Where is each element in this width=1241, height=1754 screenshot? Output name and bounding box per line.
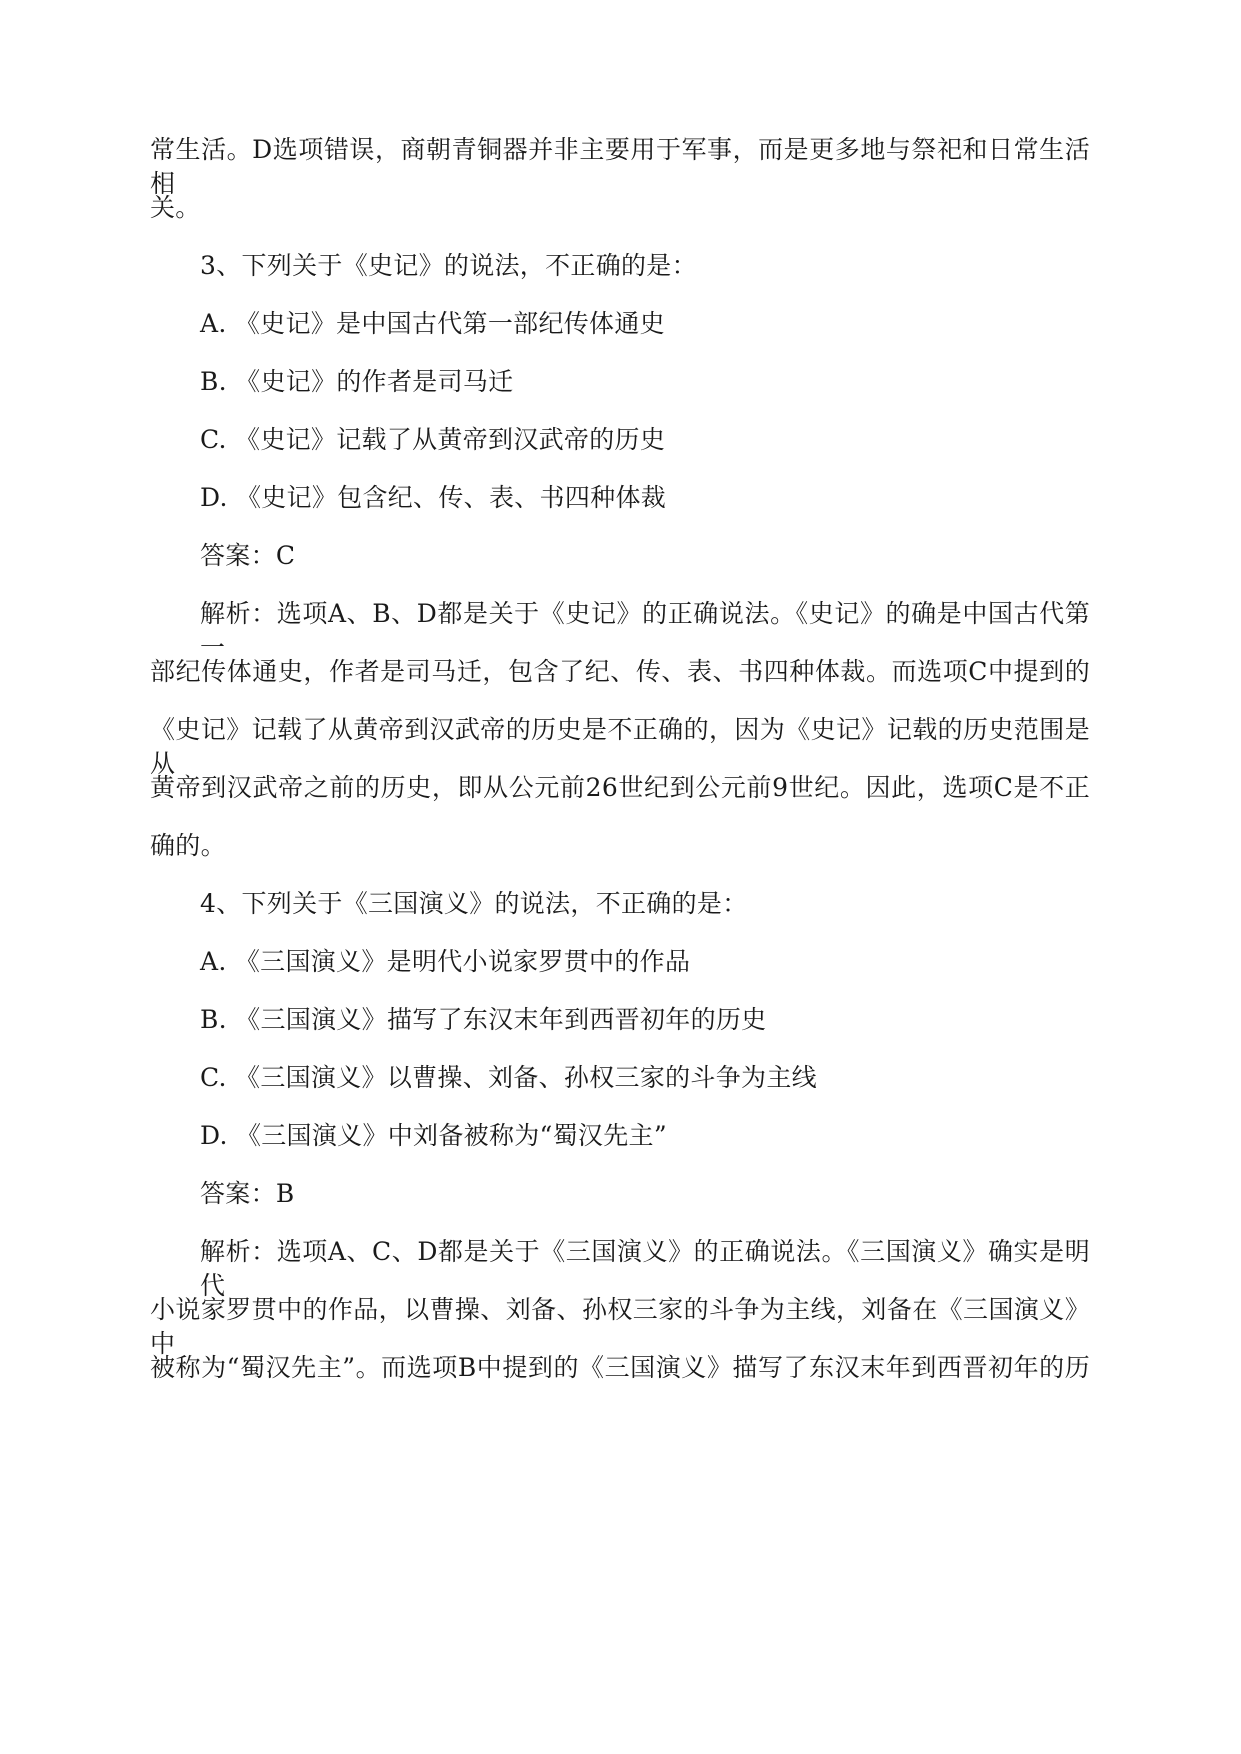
- analysis-line: 解析：选项A、C、D都是关于《三国演义》的正确说法。《三国演义》确实是明代: [200, 1237, 1090, 1300]
- analysis-line: 被称为“蜀汉先主”。而选项B中提到的《三国演义》描写了东汉末年到西晋初年的历: [150, 1353, 1090, 1382]
- option-a: A. 《三国演义》是明代小说家罗贯中的作品: [200, 947, 691, 976]
- option-c: C. 《三国演义》以曹操、刘备、孙权三家的斗争为主线: [200, 1063, 817, 1092]
- paragraph-line: 常生活。D选项错误，商朝青铜器并非主要用于军事，而是更多地与祭祀和日常生活相: [150, 135, 1090, 198]
- option-b: B. 《史记》的作者是司马迁: [200, 367, 514, 396]
- analysis-line: 《史记》记载了从黄帝到汉武帝的历史是不正确的，因为《史记》记载的历史范围是从: [150, 715, 1090, 778]
- analysis-line: 解析：选项A、B、D都是关于《史记》的正确说法。《史记》的确是中国古代第一: [200, 599, 1090, 662]
- option-c: C. 《史记》记载了从黄帝到汉武帝的历史: [200, 425, 666, 454]
- option-b: B. 《三国演义》描写了东汉末年到西晋初年的历史: [200, 1005, 767, 1034]
- analysis-line: 黄帝到汉武帝之前的历史，即从公元前26世纪到公元前9世纪。因此，选项C是不正: [150, 773, 1090, 802]
- analysis-line: 确的。: [150, 831, 226, 860]
- option-a: A. 《史记》是中国古代第一部纪传体通史: [200, 309, 665, 338]
- analysis-line: 小说家罗贯中的作品，以曹操、刘备、孙权三家的斗争为主线，刘备在《三国演义》中: [150, 1295, 1090, 1358]
- paragraph-line: 关。: [150, 193, 201, 222]
- option-d: D. 《三国演义》中刘备被称为“蜀汉先主”: [200, 1121, 667, 1150]
- question-stem: 3、下列关于《史记》的说法，不正确的是：: [200, 251, 697, 280]
- answer: 答案：C: [200, 541, 296, 570]
- option-d: D. 《史记》包含纪、传、表、书四种体裁: [200, 483, 667, 512]
- analysis-line: 部纪传体通史，作者是司马迁，包含了纪、传、表、书四种体裁。而选项C中提到的: [150, 657, 1090, 686]
- question-stem: 4、下列关于《三国演义》的说法，不正确的是：: [200, 889, 748, 918]
- answer: 答案：B: [200, 1179, 295, 1208]
